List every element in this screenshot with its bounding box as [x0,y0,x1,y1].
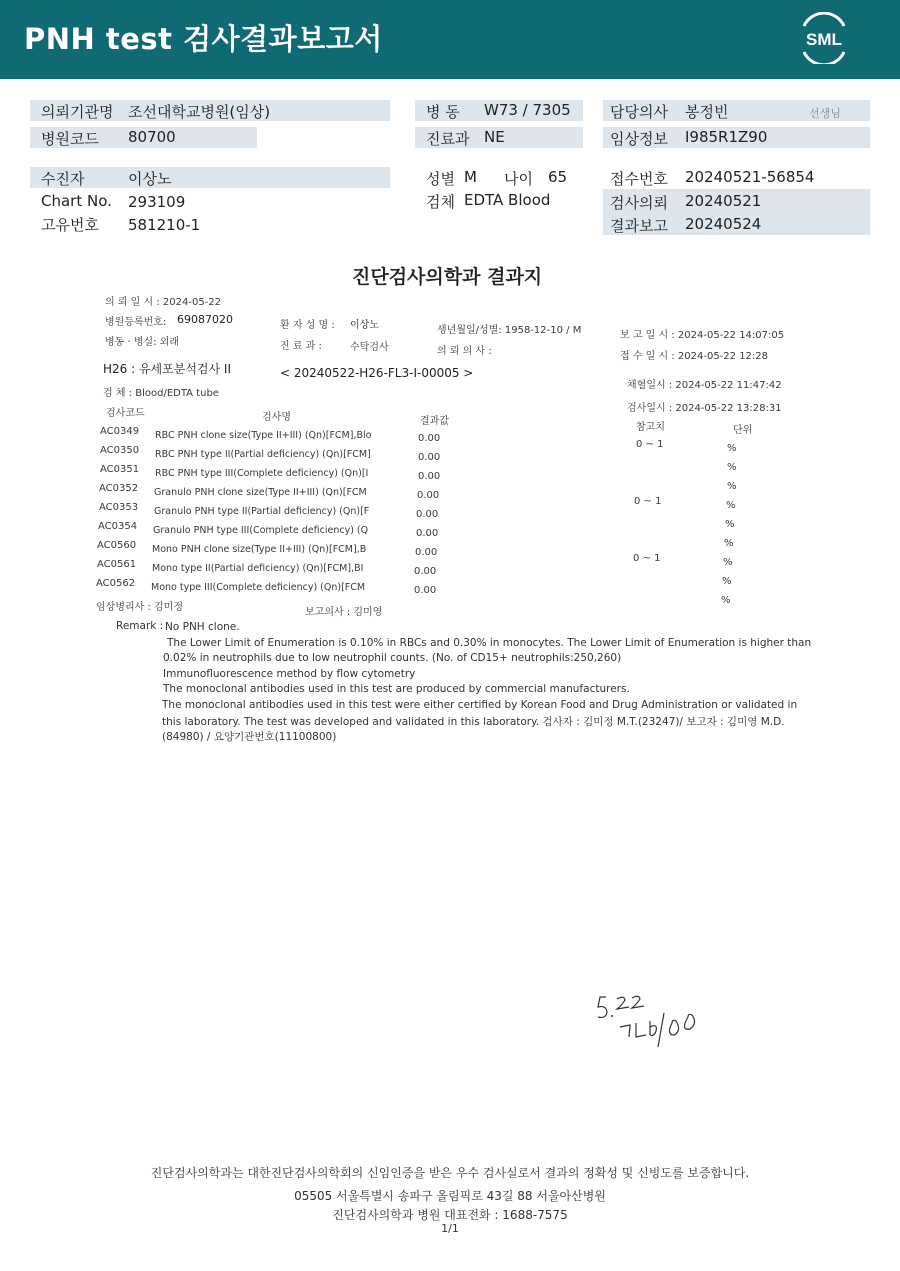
sex-label: 성별 [426,170,455,188]
scan-row-unit: % [727,481,737,492]
scan-doctor: 의 뢰 의 사 : [437,346,492,357]
scan-row-name: Granulo PNH type II(Partial deficiency) (Qn)[F [154,506,370,517]
scan-birth: 생년월일/성별: 1958-12-10 / M [437,325,582,336]
scan-row-code: AC0352 [99,483,139,494]
scan-row-result: 0.00 [414,566,437,577]
scan-reg-no: 69087020 [177,313,233,326]
dept-value: NE [484,128,505,146]
scan-row-code: AC0350 [100,445,140,456]
requester-value: 조선대학교병원(임상) [128,103,271,121]
scan-patient-name-label: 환 자 성 명 : [280,320,335,331]
scan-col-name: 검사명 [262,412,291,423]
sml-logo [796,12,852,64]
report-header [0,0,900,79]
scan-remark-line: 0.02% in neutrophils due to low neutrophil counts. (No. of CD15+ neutrophils:250,260) [163,652,622,664]
scan-reg-no-label: 병원등록번호: [105,317,167,328]
scan-row-unit: % [725,519,735,530]
scan-row-unit: % [721,595,731,606]
scan-remark-line: (84980) / 요양기관번호(11100800) [162,731,337,743]
scan-dept: 수탁검사 [350,342,389,353]
receipt-value: 20240521-56854 [685,168,815,186]
doctor-label: 담당의사 [610,103,668,121]
footer-contact: 진단검사의학과 병원 대표전화 : 1688-7575 [332,1208,568,1222]
scan-row-name: Granulo PNH clone size(Type II+III) (Qn)[FCM [154,487,367,498]
scan-clinical-pathologist: 임상병리사 : 김미정 [96,602,184,613]
specimen-label: 검체 [426,193,455,211]
doctor-value: 봉정빈 [685,103,729,121]
unique-label: 고유번호 [41,216,99,234]
receipt-label: 접수번호 [610,170,668,188]
clinical-value: I985R1Z90 [685,128,768,146]
scan-row-result: 0.00 [416,528,439,539]
scan-row-unit: % [727,462,737,473]
sex-value: M [464,168,477,186]
scan-ward: 병동 · 병실: 외래 [105,337,180,348]
chart-value: 293109 [128,193,186,211]
scan-patient-name: 이상노 [350,320,379,331]
scan-test-time: 검사일시 : 2024-05-22 13:28:31 [627,403,782,414]
scan-col-result: 결과값 [420,416,449,427]
page-number: 1/1 [441,1222,459,1235]
patient-label: 수진자 [41,170,85,188]
scan-remark-line: The monoclonal antibodies used in this test were either certified by Korean Food and Drug Administration or validated in [162,699,798,711]
svg-text:SML: SML [806,30,842,49]
doctor-suffix: 선생님 [809,107,841,120]
scan-row-code: AC0351 [100,464,140,475]
unique-value: 581210-1 [128,216,201,234]
ward-value: W73 / 7305 [484,101,571,119]
hospcode-label: 병원코드 [41,130,99,148]
scan-row-result: 0.00 [418,471,441,482]
report-date-value: 20240524 [685,215,762,233]
age-value: 65 [548,168,568,186]
scan-row-unit: % [727,443,737,454]
requester-label: 의뢰기관명 [41,103,114,121]
scan-row-code: AC0353 [99,502,139,513]
scan-row-name: Mono PNH clone size(Type II+III) (Qn)[FCM],B [152,544,367,555]
clinical-label: 임상정보 [610,130,668,148]
scan-col-code: 검사코드 [106,408,145,419]
scan-row-ref: 0 ~ 1 [636,439,664,450]
footer-address: 05505 서울특별시 송파구 올림픽로 43길 88 서울아산병원 [294,1189,606,1203]
scan-col-unit: 단위 [733,425,753,436]
scan-remark-line: this laboratory. The test was developed and validated in this laboratory. 검사자 : 김미정 M.T.(23247)/ 보고자 : 김미영 M.D. [162,716,785,728]
footer-certification: 진단검사의학과는 대한진단검사의학회의 신임인증을 받은 우수 검사실로서 결과의 정확성 및 신빙도를 보증합니다. [150,1166,750,1180]
scan-row-name: Granulo PNH type III(Complete deficiency) (Q [153,525,369,536]
scan-title: 진단검사의학과 결과지 [352,266,543,288]
hospcode-value: 80700 [128,128,176,146]
scan-row-unit: % [723,557,733,568]
scan-collect-time: 채혈일시 : 2024-05-22 11:47:42 [627,380,782,391]
scan-test-name: H26 : 유세포분석검사 II [103,362,232,376]
scan-row-name: Mono type III(Complete deficiency) (Qn)[FCM [151,582,366,593]
scan-remark-line: The Lower Limit of Enumeration is 0.10% in RBCs and 0.30% in monocytes. The Lower Limit of Enumeration is higher than [167,637,812,649]
scan-reporting-doctor: 보고의사 : 김미영 [305,607,383,618]
specimen-value: EDTA Blood [464,191,551,209]
handwritten-note [592,985,722,1055]
scan-request-date: 의 뢰 일 시 : 2024-05-22 [105,297,222,308]
request-label: 검사의뢰 [610,194,668,212]
scan-row-code: AC0561 [97,559,137,570]
dept-label: 진료과 [426,130,470,148]
ward-label: 병 동 [426,103,460,121]
report-date-label: 결과보고 [610,217,668,235]
scan-col-ref: 참고치 [636,422,665,433]
scan-remark-label: Remark : [116,620,164,632]
scan-row-unit: % [726,500,736,511]
scan-remark-line: The monoclonal antibodies used in this test are produced by commercial manufacturers. [163,683,630,695]
scan-receipt-time: 접 수 일 시 : 2024-05-22 12:28 [620,351,769,362]
scan-row-result: 0.00 [417,490,440,501]
scan-row-result: 0.00 [414,585,437,596]
scan-row-name: Mono type II(Partial deficiency) (Qn)[FCM],BI [152,563,364,574]
scan-row-name: RBC PNH type III(Complete deficiency) (Qn)[I [155,468,369,479]
scan-row-name: RBC PNH clone size(Type II+III) (Qn)[FCM],Blo [155,430,372,441]
scan-row-result: 0.00 [418,452,441,463]
scan-report-time: 보 고 일 시 : 2024-05-22 14:07:05 [620,330,785,341]
scan-dept-label: 진 료 과 : [280,341,322,352]
age-label: 나이 [504,170,533,188]
scan-row-name: RBC PNH type II(Partial deficiency) (Qn)[FCM] [155,449,371,460]
scan-row-result: 0.00 [415,547,438,558]
scan-row-code: AC0349 [100,426,140,437]
scan-specimen-no: < 20240522-H26-FL3-I-00005 > [280,366,474,380]
scan-row-unit: % [724,538,734,549]
scan-row-result: 0.00 [418,433,441,444]
scan-remark-line: Immunofluorescence method by flow cytometry [163,668,416,680]
scan-row-code: AC0560 [97,540,137,551]
scan-row-unit: % [722,576,732,587]
chart-label: Chart No. [41,192,112,210]
scan-row-ref: 0 ~ 1 [633,553,661,564]
scan-row-ref: 0 ~ 1 [634,496,662,507]
scan-row-result: 0.00 [416,509,439,520]
scan-specimen: 검 체 : Blood/EDTA tube [103,388,219,399]
request-value: 20240521 [685,192,762,210]
scan-remark-line: No PNH clone. [165,621,240,633]
scan-row-code: AC0562 [96,578,136,589]
report-title: PNH test 검사결과보고서 [24,22,383,56]
patient-value: 이상노 [128,170,172,188]
scan-row-code: AC0354 [98,521,138,532]
